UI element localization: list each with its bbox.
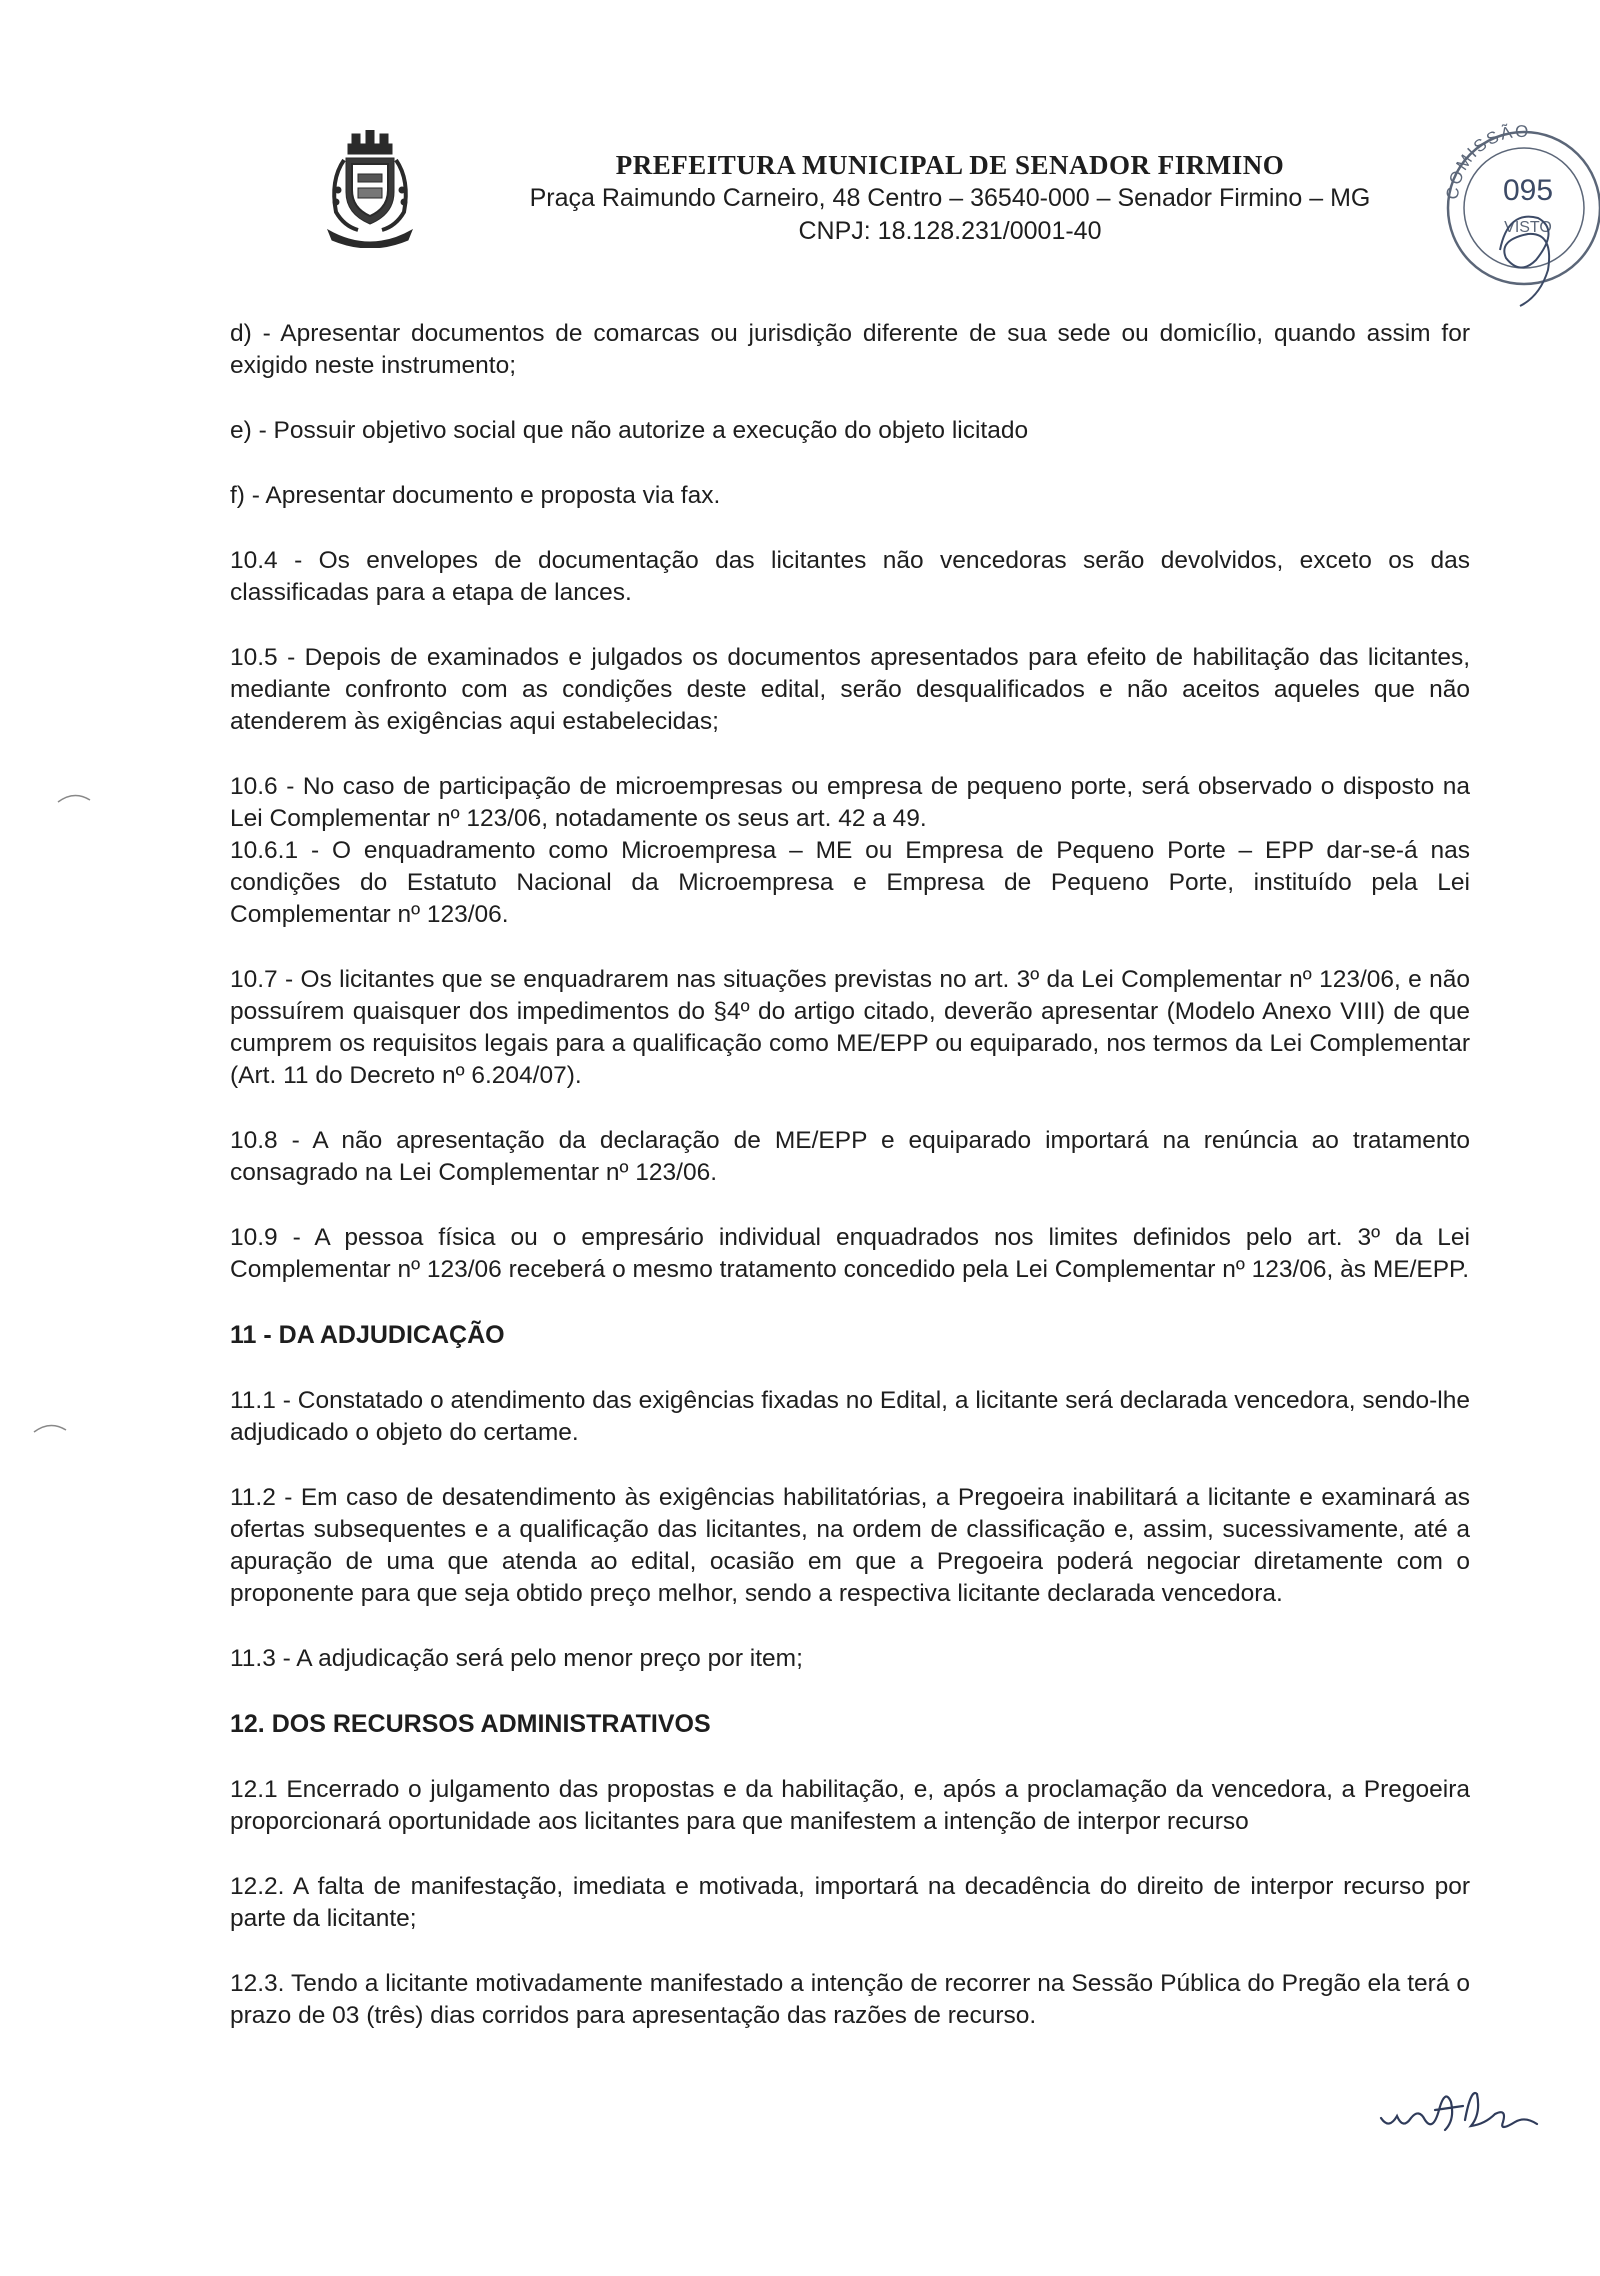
paragraph-10-8: 10.8 - A não apresentação da declaração de ME/EPP e equiparado importará na renúncia ao tratamento consagrado na Lei Complementar nº 123/06. (230, 1127, 1470, 1186)
stamp-middle-text: VISTO (1504, 219, 1552, 236)
paragraph-10-9: 10.9 - A pessoa física ou o empresário individual enquadrados nos limites definidos pelo art. 3º da Lei Complementar nº 123/06 receberá o mesmo tratamento concedido pela Lei Complementar nº 123/06, às ME/EPP. (230, 1224, 1470, 1283)
stamp-number: 095 (1502, 174, 1554, 207)
paragraph-10-6: 10.6 - No caso de participação de microempresas ou empresa de pequeno porte, será observado o disposto na Lei Complementar nº 123/06, notadamente os seus art. 42 a 49. (230, 773, 1470, 832)
margin-mark-icon (54, 790, 94, 806)
letterhead (480, 148, 1420, 248)
paragraph-10-5: 10.5 - Depois de examinados e julgados os documentos apresentados para efeito de habilitação das licitantes, mediante confronto com as condições deste edital, serão desqualificados e não aceitos aqueles que não atenderem às exigências aqui estabelecidas; (230, 644, 1470, 735)
letterhead-cnpj: CNPJ: 18.128.231/0001-40 (798, 217, 1102, 245)
paragraph-f: f) - Apresentar documento e proposta via fax. (230, 482, 721, 509)
paragraph-10-6-1: 10.6.1 - O enquadramento como Microempresa – ME ou Empresa de Pequeno Porte – EPP dar-se-á nas condições do Estatuto Nacional da Microempresa e Empresa de Pequeno Porte, instituído pela Lei Complementar nº 123/06. (230, 837, 1470, 928)
margin-mark-icon (30, 1420, 70, 1436)
letterhead-title: PREFEITURA MUNICIPAL DE SENADOR FIRMINO (615, 150, 1285, 180)
section-heading-11: 11 - DA ADJUDICAÇÃO (230, 1321, 505, 1349)
paragraph-10-7: 10.7 - Os licitantes que se enquadrarem nas situações previstas no art. 3º da Lei Complementar nº 123/06, e não possuírem quaisquer dos impedimentos do §4º do artigo citado, deverão apresentar (Modelo Anexo VIII) de que cumprem os requisitos legais para a qualificação como ME/EPP ou equiparado, nos termos da Lei Complementar (Art. 11 do Decreto nº 6.204/07). (230, 966, 1470, 1089)
commission-stamp-icon (1428, 100, 1600, 310)
stamp-top-text: COMISSÃO (1442, 121, 1531, 201)
signature-icon (1375, 2080, 1545, 2140)
paragraph-11-2: 11.2 - Em caso de desatendimento às exigências habilitatórias, a Pregoeira inabilitará a licitante e examinará as ofertas subsequentes e a qualificação das licitantes, na ordem de classificação e, assim, sucessivamente, até a apuração de uma que atenda ao edital, ocasião em que a Pregoeira poderá negociar diretamente com o proponente para que seja obtido preço melhor, sendo a respectiva licitante declarada vencedora. (230, 1484, 1470, 1607)
letterhead-address: Praça Raimundo Carneiro, 48 Centro – 36540-000 – Senador Firmino – MG (529, 184, 1371, 212)
paragraph-10-4: 10.4 - Os envelopes de documentação das licitantes não vencedoras serão devolvidos, exceto os das classificadas para a etapa de lances. (230, 547, 1470, 606)
municipal-crest-icon (322, 130, 418, 248)
paragraph-d: d) - Apresentar documentos de comarcas ou jurisdição diferente de sua sede ou domicílio, quando assim for exigido neste instrumento; (230, 320, 1470, 379)
paragraph-e: e) - Possuir objetivo social que não autorize a execução do objeto licitado (230, 417, 1029, 444)
paragraph-12-2: 12.2. A falta de manifestação, imediata e motivada, importará na decadência do direito de interpor recurso por parte da licitante; (230, 1873, 1470, 1932)
document-body (230, 318, 1470, 2065)
section-heading-12: 12. DOS RECURSOS ADMINISTRATIVOS (230, 1710, 711, 1738)
paragraph-12-1: 12.1 Encerrado o julgamento das propostas e da habilitação, e, após a proclamação da vencedora, a Pregoeira proporcionará oportunidade aos licitantes para que manifestem a intenção de interpor recurso (230, 1776, 1470, 1835)
paragraph-11-3: 11.3 - A adjudicação será pelo menor preço por item; (230, 1645, 803, 1672)
paragraph-11-1: 11.1 - Constatado o atendimento das exigências fixadas no Edital, a licitante será declarada vencedora, sendo-lhe adjudicado o objeto do certame. (230, 1387, 1470, 1446)
paragraph-12-3: 12.3. Tendo a licitante motivadamente manifestado a intenção de recorrer na Sessão Pública do Pregão ela terá o prazo de 03 (três) dias corridos para apresentação das razões de recurso. (230, 1970, 1470, 2029)
